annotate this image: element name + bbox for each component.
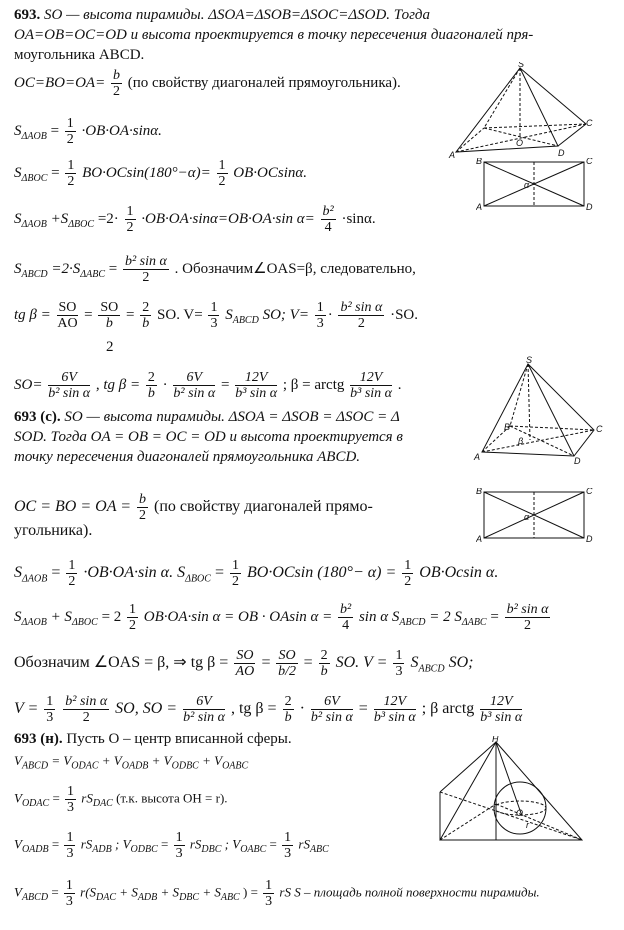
p2-line-4: OC = BO = OA = $\frac{b}{2}$ (по свойству диагоналей прямо- (14, 492, 373, 523)
p1-note: (по свойству диагоналей прямоугольника). (127, 74, 401, 91)
svg-text:B: B (504, 422, 511, 432)
p1-line-6: $S_{\Delta BOC}$ = $\frac{1}{2}$ BO·OCsin(180°−α)= $\frac{1}{2}$ OB·OCsinα. (14, 158, 308, 189)
p1-line-1 (14, 6, 430, 24)
inscribed-sphere-figure (432, 736, 592, 846)
pyramid-figure-1 (448, 62, 593, 162)
p1-line-4 (14, 68, 401, 99)
svg-text:S: S (526, 356, 533, 365)
p1-line-10: SO= $\frac{6V}{\text{b² sin α}}$ , tg β = $\frac{2}{b}$ · $\frac{6V}{\text{b² sin α}}$ = $\frac{12V}{\text{b³ sin α}}$ ; β = arctg $\frac{12V}{\text{b³ sin α}}$ . (14, 370, 402, 401)
svg-text:D: D (586, 534, 593, 544)
p2-line-2: SOD. Тогда OA = OB = OC = OD и высота проектируется в (14, 429, 403, 445)
svg-text:O: O (516, 138, 524, 148)
svg-text:A: A (476, 534, 483, 544)
p2-line-6: $S_{\Delta AOB}$ = $\frac{1}{2}$ ·OB·OA·sin α. $S_{\Delta BOC}$ = $\frac{1}{2}$ BO·OCsin (180°− α) = $\frac{1}{2}$ OB·Ocsin α. (14, 558, 499, 589)
p1-line-3: моугольника ABCD. (14, 47, 145, 63)
svg-text:A: A (476, 202, 483, 212)
label-s: S (518, 62, 525, 69)
svg-text:C: C (596, 424, 603, 434)
p2-line-3: точку пересечения диагоналей прямоугольника ABCD. (14, 449, 361, 465)
p2-line-7: $S_{\Delta AOB} + S_{\Delta BOC} = 2$ $\frac{1}{2}$ OB·OA·sin α = OB · OAsin α = $\frac{\text{b²}}{4}$ sin α $S_{ABCD} = 2$ $S_{\Delta ABC}$ = $\frac{\text{b² sin α}}{2}$ (14, 602, 549, 633)
p1-line-5: $S_{\Delta AOB}$ = $\frac{1}{2}$ ·OB·OA·sinα. (14, 116, 162, 147)
svg-text:β: β (518, 436, 524, 446)
svg-text:A: A (449, 150, 456, 160)
p1-eq-oc: OC=BO=OA= (14, 74, 106, 91)
rectangle-figure-2 (476, 488, 596, 544)
p1-line-8: $S_{ABCD} =2\cdot S_{\Delta ABC}$ = $\frac{\text{b² sin α}}{2}$ . Обозначим∠OAS=β, следовательно, (14, 254, 416, 285)
fraction: $\frac{b}{2}$ (112, 68, 120, 99)
p2-number: 693 (с). (14, 409, 61, 425)
p2-line-1: 693 (с). SO — высота пирамиды. ΔSOA = ΔSOB = ΔSOC = Δ (14, 409, 400, 425)
svg-text:C: C (586, 158, 593, 166)
svg-text:D: D (558, 148, 565, 158)
pyramid-figure-2 (470, 356, 610, 466)
svg-text:D: D (586, 202, 593, 212)
rectangle-figure-1 (476, 158, 596, 212)
p3-line-2: $V_{ABCD} = V_{ODAC} + V_{OADB} + V_{ODBC} + V_{OABC}$ (14, 753, 249, 772)
svg-text:r: r (526, 820, 529, 830)
svg-text:B: B (476, 158, 483, 166)
p3-number: 693 (н). (14, 731, 63, 747)
p2-line-9: V = $\frac{1}{3}$ $\frac{\text{b² sin α}}{2}$ SO, SO = $\frac{6V}{\text{b² sin α}}$ , tg β = $\frac{2}{b}$ · $\frac{6V}{\text{b² sin α}}$ = $\frac{12V}{\text{b³ sin α}}$ ; β arctg $\frac{12V}{\text{b³ sin α}}$ (14, 694, 523, 725)
p3-line-1: 693 (н). Пусть O – центр вписанной сферы. (14, 731, 292, 747)
svg-text:α: α (524, 180, 530, 190)
p1-text-1: SO — высота пирамиды. ΔSOA=ΔSOB=ΔSOC=ΔSOD. Тогда (44, 7, 431, 23)
p2-line-8: Обозначим ∠OAS = β, ⇒ tg β = $\frac{SO}{AO}$ = $\frac{SO}{b/2}$ = $\frac{2}{b}$ SO. V = $\frac{1}{3}$ $S_{ABCD}$ SO; (14, 648, 474, 679)
p1-line-7: $S_{\Delta AOB} +S_{\Delta BOC} =2\cdot$ $\frac{1}{2}$ ·OB·OA·sinα=OB·OA·sin α= $\frac{\text{b²}}{4}$ ·sinα. (14, 204, 376, 235)
svg-text:H: H (492, 736, 499, 744)
p1-line-2: OA=OB=OC=OD и высота проектируется в точку пересечения диагоналей пря- (14, 27, 534, 43)
p1-number: 693. (14, 7, 41, 23)
p3-line-5: $V_{ABCD}$ = $\frac{1}{3}$ $r(S_{DAC} + S_{ADB} + S_{DBC} + S_{ABC}$ ) = $\frac{1}{3}$ rS S – площадь полной поверхности пирамиды. (14, 878, 540, 909)
svg-text:O: O (516, 808, 524, 818)
p3-line-3: $V_{ODAC}$ = $\frac{1}{3}$ $rS_{DAC}$ (т.к. высота OH = r). (14, 784, 228, 815)
svg-text:C: C (586, 488, 593, 496)
svg-text:A: A (474, 452, 481, 462)
p1-stray-2: 2 (106, 339, 114, 355)
svg-text:D: D (574, 456, 581, 466)
fraction: $\frac{1}{2}$ (66, 116, 74, 147)
p2-line-5: угольника). (14, 522, 93, 539)
svg-text:α: α (524, 512, 530, 522)
p3-line-4: $V_{OADB}$ = $\frac{1}{3}$ $rS_{ADB}$ ; $V_{ODBC}$ = $\frac{1}{3}$ $rS_{DBC}$ ; $V_{OABC}$ = $\frac{1}{3}$ $rS_{ABC}$ (14, 830, 329, 861)
p1-line-9: tg β = $\frac{SO}{AO}$ = $\frac{SO}{b}$ = $\frac{2}{b}$ SO. V= $\frac{1}{3}$ $S_{ABCD}$ SO; V= $\frac{1}{3}$ · $\frac{\text{b² sin α}}{2}$ ·SO. (14, 300, 419, 331)
svg-text:B: B (476, 488, 483, 496)
svg-text:C: C (586, 118, 593, 128)
